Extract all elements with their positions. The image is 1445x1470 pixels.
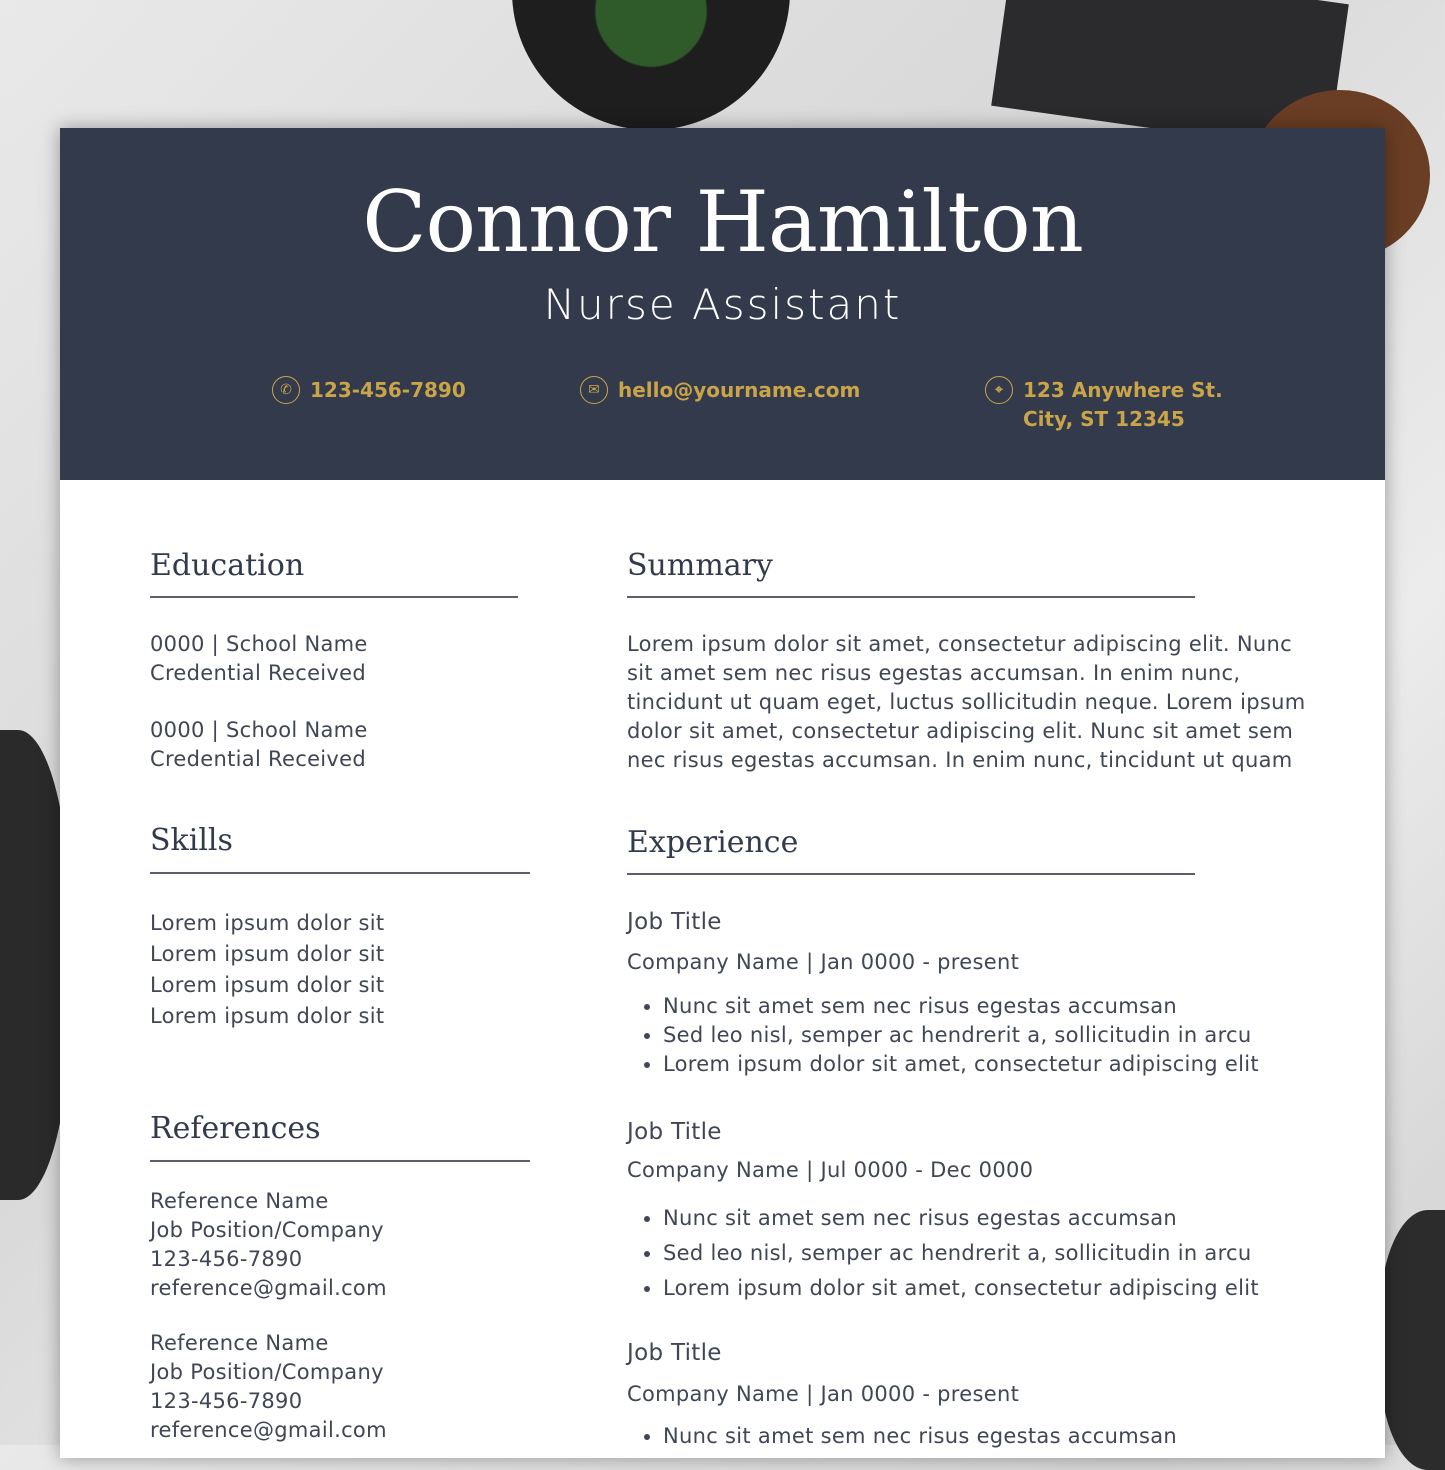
divider (150, 872, 530, 874)
email-text: hello@yourname.com (618, 378, 861, 402)
job-bullet: • Sed leo nisl, semper ac hendrerit a, sollicitudin in arcu (663, 1021, 1259, 1050)
reference-item (150, 1187, 387, 1303)
job-bullet: • Sed leo nisl, semper ac hendrerit a, sollicitudin in arcu (663, 1236, 1259, 1271)
education-line: 0000 | School Name (150, 632, 368, 656)
job-title: Job Title (627, 1119, 722, 1145)
reference-position: Job Position/Company (150, 1218, 384, 1242)
candidate-name: Connor Hamilton (362, 173, 1083, 271)
location-pin-icon: ⌖ (985, 376, 1013, 404)
reference-name: Reference Name (150, 1331, 329, 1355)
summary-line: tincidunt ut quam eget, luctus sollicitudin neque. Lorem ipsum (627, 690, 1306, 714)
skill-item: Lorem ipsum dolor sit (150, 911, 385, 935)
summary-text (627, 630, 1305, 775)
envelope-icon: ✉ (580, 376, 608, 404)
job-bullet: • Nunc sit amet sem nec risus egestas accumsan (663, 1201, 1259, 1236)
reference-position: Job Position/Company (150, 1360, 384, 1384)
skill-item: Lorem ipsum dolor sit (150, 942, 385, 966)
phone-icon: ✆ (272, 376, 300, 404)
skill-item: Lorem ipsum dolor sit (150, 1004, 385, 1028)
job-company: Company Name | Jan 0000 - present (627, 950, 1020, 974)
job-company: Company Name | Jan 0000 - present (627, 1382, 1020, 1406)
summary-line: sit amet sem nec risus egestas accumsan. In enim nunc, (627, 661, 1241, 685)
skills-list (150, 908, 384, 1032)
experience-heading: Experience (627, 825, 799, 860)
divider (150, 1160, 530, 1162)
divider (627, 596, 1195, 598)
reference-phone: 123-456-7890 (150, 1247, 303, 1271)
education-heading: Education (150, 548, 305, 583)
job-company: Company Name | Jul 0000 - Dec 0000 (627, 1158, 1034, 1182)
plant-bowl-decoration (512, 0, 790, 130)
reference-item (150, 1329, 387, 1445)
summary-line: dolor sit amet, consectetur adipiscing elit. Nunc sit amet sem (627, 719, 1294, 743)
contact-address (985, 376, 1223, 434)
contact-phone (272, 376, 466, 405)
reference-email: reference@gmail.com (150, 1276, 387, 1300)
skills-heading: Skills (150, 823, 233, 858)
job-bullets (627, 1422, 1177, 1451)
references-heading: References (150, 1111, 321, 1146)
job-bullet: • Nunc sit amet sem nec risus egestas accumsan (663, 992, 1259, 1021)
candidate-title: Nurse Assistant (543, 280, 902, 329)
education-line: Credential Received (150, 661, 367, 685)
dark-object-decoration (1380, 1210, 1445, 1470)
summary-line: Lorem ipsum dolor sit amet, consectetur adipiscing elit. Nunc (627, 632, 1292, 656)
resume-header (60, 128, 1385, 480)
summary-line: nec risus egestas accumsan. In enim nunc, tincidunt ut quam (627, 748, 1293, 772)
job-bullets (627, 992, 1259, 1079)
reference-phone: 123-456-7890 (150, 1389, 303, 1413)
job-bullets (627, 1201, 1259, 1306)
job-bullet: • Nunc sit amet sem nec risus egestas accumsan (663, 1422, 1177, 1451)
phone-text: 123-456-7890 (310, 378, 466, 402)
contact-email (580, 376, 860, 405)
job-title: Job Title (627, 1340, 722, 1366)
summary-heading: Summary (627, 548, 773, 583)
education-line: Credential Received (150, 747, 367, 771)
divider (627, 873, 1195, 875)
reference-email: reference@gmail.com (150, 1418, 387, 1442)
address-line2: City, ST 12345 (1023, 407, 1185, 431)
education-line: 0000 | School Name (150, 718, 368, 742)
job-bullet: • Lorem ipsum dolor sit amet, consectetur adipiscing elit (663, 1050, 1259, 1079)
address-text (1023, 376, 1223, 434)
education-item (150, 630, 368, 688)
resume-page (60, 128, 1385, 1458)
job-bullet: • Lorem ipsum dolor sit amet, consectetur adipiscing elit (663, 1271, 1259, 1306)
reference-name: Reference Name (150, 1189, 329, 1213)
education-item (150, 716, 368, 774)
address-line1: 123 Anywhere St. (1023, 378, 1223, 402)
skill-item: Lorem ipsum dolor sit (150, 973, 385, 997)
job-title: Job Title (627, 909, 722, 935)
divider (150, 596, 518, 598)
